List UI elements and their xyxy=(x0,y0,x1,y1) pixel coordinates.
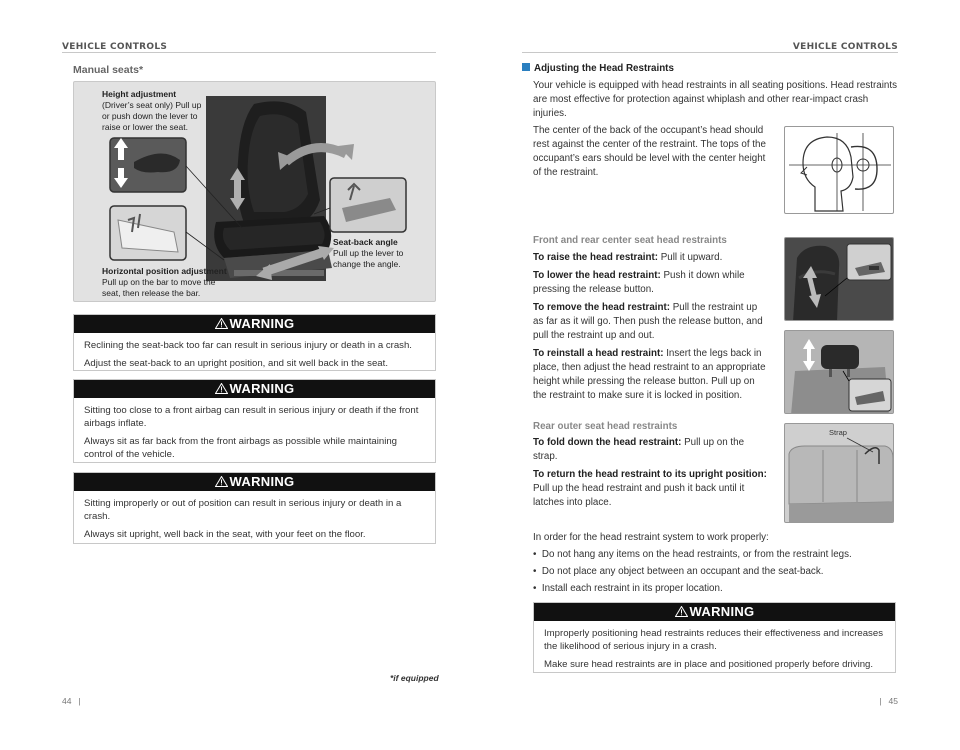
warning-header xyxy=(74,473,435,491)
warning-box-airbag xyxy=(73,379,436,463)
proper-function-list xyxy=(533,548,899,596)
seatback-angle-desc: Pull up the lever to change the angle. xyxy=(333,248,404,269)
warning-header xyxy=(74,380,435,398)
head-restraints-title-text: Adjusting the Head Restraints xyxy=(534,63,674,74)
instruction-label: To raise the head restraint: xyxy=(533,252,659,263)
height-adjustment-title: Height adjustment xyxy=(102,89,177,99)
list-item-text: Install each restraint in its proper location. xyxy=(541,583,723,594)
instruction-raise xyxy=(533,251,769,265)
right-running-header: VEHICLE CONTROLS xyxy=(792,42,898,52)
warning-text: Always sit as far back from the front airbags as possible while maintaining control of the vehicle. xyxy=(84,436,398,460)
warning-box-position xyxy=(73,472,436,544)
warning-text: Reclining the seat-back too far can result in serious injury or death in a crash. xyxy=(84,340,412,351)
warning-text: Improperly positioning head restraints reduces their effectiveness and increases the likelihood of serious injury in a crash. xyxy=(544,628,883,652)
horizontal-adjustment-title: Horizontal position adjustment xyxy=(102,266,227,276)
list-item: • Install each restraint in its proper location. xyxy=(533,583,723,594)
warning-label: WARNING xyxy=(229,316,295,331)
list-item-text: Do not hang any items on the head restraints, or from the restraint legs. xyxy=(541,549,852,560)
rear-outer-restraint-drawing xyxy=(785,424,894,523)
warning-text: Always sit upright, well back in the seat, with your feet on the floor. xyxy=(84,529,366,540)
proper-function-intro: In order for the head restraint system to work properly: xyxy=(533,532,769,543)
page-number-value: 45 xyxy=(888,696,898,706)
warning-header xyxy=(534,603,895,621)
instruction-text: Pull up the head restraint and push it back until it latches into place. xyxy=(533,483,745,508)
warning-body xyxy=(534,621,895,677)
list-item-text: Do not place any object between an occupant and the seat-back. xyxy=(541,566,824,577)
instruction-label: To reinstall a head restraint: xyxy=(533,348,664,359)
warning-label: WARNING xyxy=(229,381,295,396)
page-number-value: 44 xyxy=(62,696,72,706)
rear-center-restraint-drawing xyxy=(785,331,894,414)
warning-triangle-icon xyxy=(215,383,228,394)
height-adjustment-desc: (Driver’s seat only) Pull up or push down the lever to raise or lower the seat. xyxy=(102,100,202,132)
instruction-label: To return the head restraint to its upright position: xyxy=(533,469,767,480)
list-item: • Do not place any object between an occupant and the seat-back. xyxy=(533,566,824,577)
height-adjustment-callout xyxy=(102,89,208,133)
front-restraint-drawing xyxy=(785,238,894,321)
instruction-label: To remove the head restraint: xyxy=(533,302,671,313)
warning-box-head-restraints xyxy=(533,602,896,673)
instruction-text: Pull up on the strap. xyxy=(533,437,745,462)
list-item: • Do not hang any items on the head restraints, or from the restraint legs. xyxy=(533,549,852,560)
manual-seat-illustration xyxy=(73,81,436,302)
instruction-text: Insert the legs back in place, then adjust the head restraint to an appropriate height while pressing the release button. Pull up on the restraint to make sure it is locked in position. xyxy=(533,348,766,401)
warning-triangle-icon xyxy=(215,476,228,487)
warning-box-recline xyxy=(73,314,436,371)
front-rear-center-heading: Front and rear center seat head restraints xyxy=(533,235,727,246)
instruction-label: To lower the head restraint: xyxy=(533,270,661,281)
footnote: *if equipped xyxy=(390,673,439,683)
warning-text: Sitting improperly or out of position can result in serious injury or death in a crash. xyxy=(84,498,402,522)
warning-text: Make sure head restraints are in place and positioned properly before driving. xyxy=(544,659,874,670)
instruction-reinstall xyxy=(533,347,769,403)
instruction-text: Pull the restraint up as far as it will go. Then push the release button, and pull the restraint up and out. xyxy=(533,302,763,341)
horizontal-adjustment-callout xyxy=(102,266,232,299)
section-marker-icon xyxy=(522,63,530,71)
seatback-angle-callout xyxy=(333,237,417,270)
warning-text: Sitting too close to a front airbag can result in serious injury or death if the front airbags inflate. xyxy=(84,405,419,429)
head-restraints-title xyxy=(522,62,674,76)
left-header-rule xyxy=(62,52,436,53)
left-page-number: 44 | xyxy=(62,696,81,706)
head-position-figure xyxy=(784,126,894,214)
manual-seats-title: Manual seats* xyxy=(73,64,144,76)
warning-text: Adjust the seat-back to an upright position, and sit well back in the seat. xyxy=(84,358,388,369)
instruction-remove xyxy=(533,301,769,343)
front-restraint-figure xyxy=(784,237,894,321)
warning-label: WARNING xyxy=(229,474,295,489)
seatback-angle-title: Seat-back angle xyxy=(333,237,398,247)
instruction-return-upright xyxy=(533,468,769,510)
instruction-fold-down xyxy=(533,436,769,464)
rear-restraint-instructions xyxy=(533,436,769,510)
instruction-text: Pull it upward. xyxy=(658,252,723,263)
head-position-text: The center of the back of the occupant’s head should rest against the center of the restraint. The tops of the occupant’s ears should be level with the center height of the restraint. xyxy=(533,125,766,178)
right-header-rule xyxy=(522,52,898,53)
instruction-label: To fold down the head restraint: xyxy=(533,437,682,448)
front-restraint-instructions xyxy=(533,251,769,403)
rear-outer-restraint-figure xyxy=(784,423,894,523)
horizontal-adjustment-desc: Pull up on the bar to move the seat, then release the bar. xyxy=(102,277,216,298)
warning-header xyxy=(74,315,435,333)
warning-triangle-icon xyxy=(675,606,688,617)
instruction-text: Push it down while pressing the release button. xyxy=(533,270,745,295)
rear-center-restraint-figure xyxy=(784,330,894,414)
right-page-number: | 45 xyxy=(879,696,898,706)
head-restraints-intro: Your vehicle is equipped with head restraints in all seating positions. Head restraints are most effective for protection against whiplash and other rear-impact crash injuries. xyxy=(533,80,897,119)
warning-label: WARNING xyxy=(689,604,755,619)
warning-body xyxy=(74,491,435,547)
head-profile-drawing xyxy=(785,127,894,214)
rear-outer-heading: Rear outer seat head restraints xyxy=(533,421,678,432)
warning-body xyxy=(74,333,435,376)
warning-triangle-icon xyxy=(215,318,228,329)
instruction-lower xyxy=(533,269,769,297)
strap-label: Strap xyxy=(829,428,847,437)
warning-body xyxy=(74,398,435,467)
left-running-header: VEHICLE CONTROLS xyxy=(62,42,168,52)
